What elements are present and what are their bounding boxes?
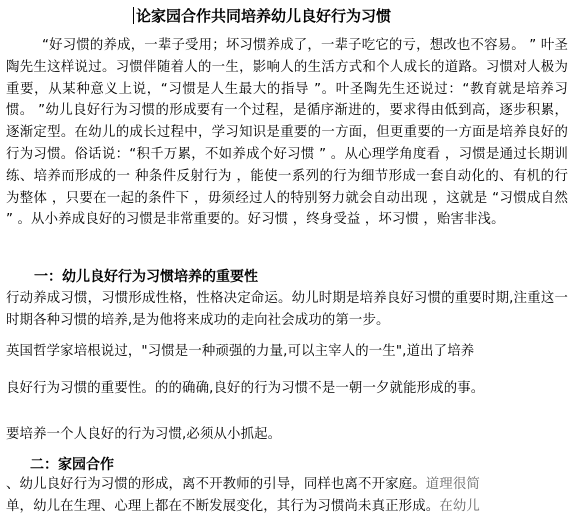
home-school-paragraph (6, 474, 568, 518)
home-line-2-main: 单，幼儿在生理、心理上都在不断发展变化，其行为习惯尚未真正形成。 (6, 498, 440, 514)
document-title (133, 6, 553, 26)
intro-paragraph: “好习惯的养成，一辈子受用；坏习惯养成了，一辈子吃它的亏，想改也不容易。 ” 叶圣陶先生这样说过。习惯伴随着人的一生，影响人的生活方式和个人成长的道路。习惯对人极为重要，从某种意义上说，“习惯是人生最大的指导 ”。叶圣陶先生还说过：“教育就是培养习惯。 ”幼儿良好行为习惯的形成要有一个过程，是循序渐进的，要求得由低到高，逐步积累，逐渐定型。在幼儿的成长过程中，学习知识是重要的一方面，但更重要的一方面是培养良好的行为习惯。俗话说：“积千万累，不如养成个好习惯 ” 。从心理学角度看 ，习惯是通过长期训练、培养而形成的一 种条件反射行为 ，能使一系列的行为细节形成一套自动化的、有机的行为整体 ，只要在一起的条件下 ，毋须经过人的特别努力就会自动出现 ，这就是 “习惯成自然 ” 。从小养成良好的习惯是非常重要的。好习惯 ，终身受益 ，坏习惯 ，贻害非浅。 (6, 38, 568, 228)
section-heading-home-school: 二：家园合作 (30, 457, 114, 473)
start-early-paragraph: 要培养一个人良好的行为习惯,必须从小抓起。 (6, 427, 282, 442)
importance-paragraph: 行动养成习惯，习惯形成性格，性格决定命运。幼儿时期是培养良好习惯的重要时期,注重这一时期各种习惯的培养,是为他将来成功的走向社会成功的第一步。 (6, 291, 568, 328)
quote-line-1: 英国哲学家培根说过，"习惯是一种顽强的力量,可以主宰人的一生",道出了培养 (6, 344, 475, 359)
home-line-1-tail: 道理很简 (425, 477, 480, 492)
section-heading-importance: 一：幼儿良好行为习惯培养的重要性 (34, 269, 258, 285)
text-cursor (133, 7, 134, 24)
line-gap (6, 362, 568, 378)
quote-line-2: 良好行为习惯的重要性。的的确确,良好的行为习惯不是一朝一夕就能形成的事。 (6, 381, 485, 396)
home-line-2-tail: 在幼儿 (439, 498, 480, 514)
document-title-text: 论家园合作共同培养幼儿良好行为习惯 (136, 7, 392, 25)
quote-paragraph (6, 341, 568, 399)
home-line-1-main: 、幼儿良好行为习惯的形成，离不开教师的引导，同样也离不开家庭。 (6, 477, 426, 492)
